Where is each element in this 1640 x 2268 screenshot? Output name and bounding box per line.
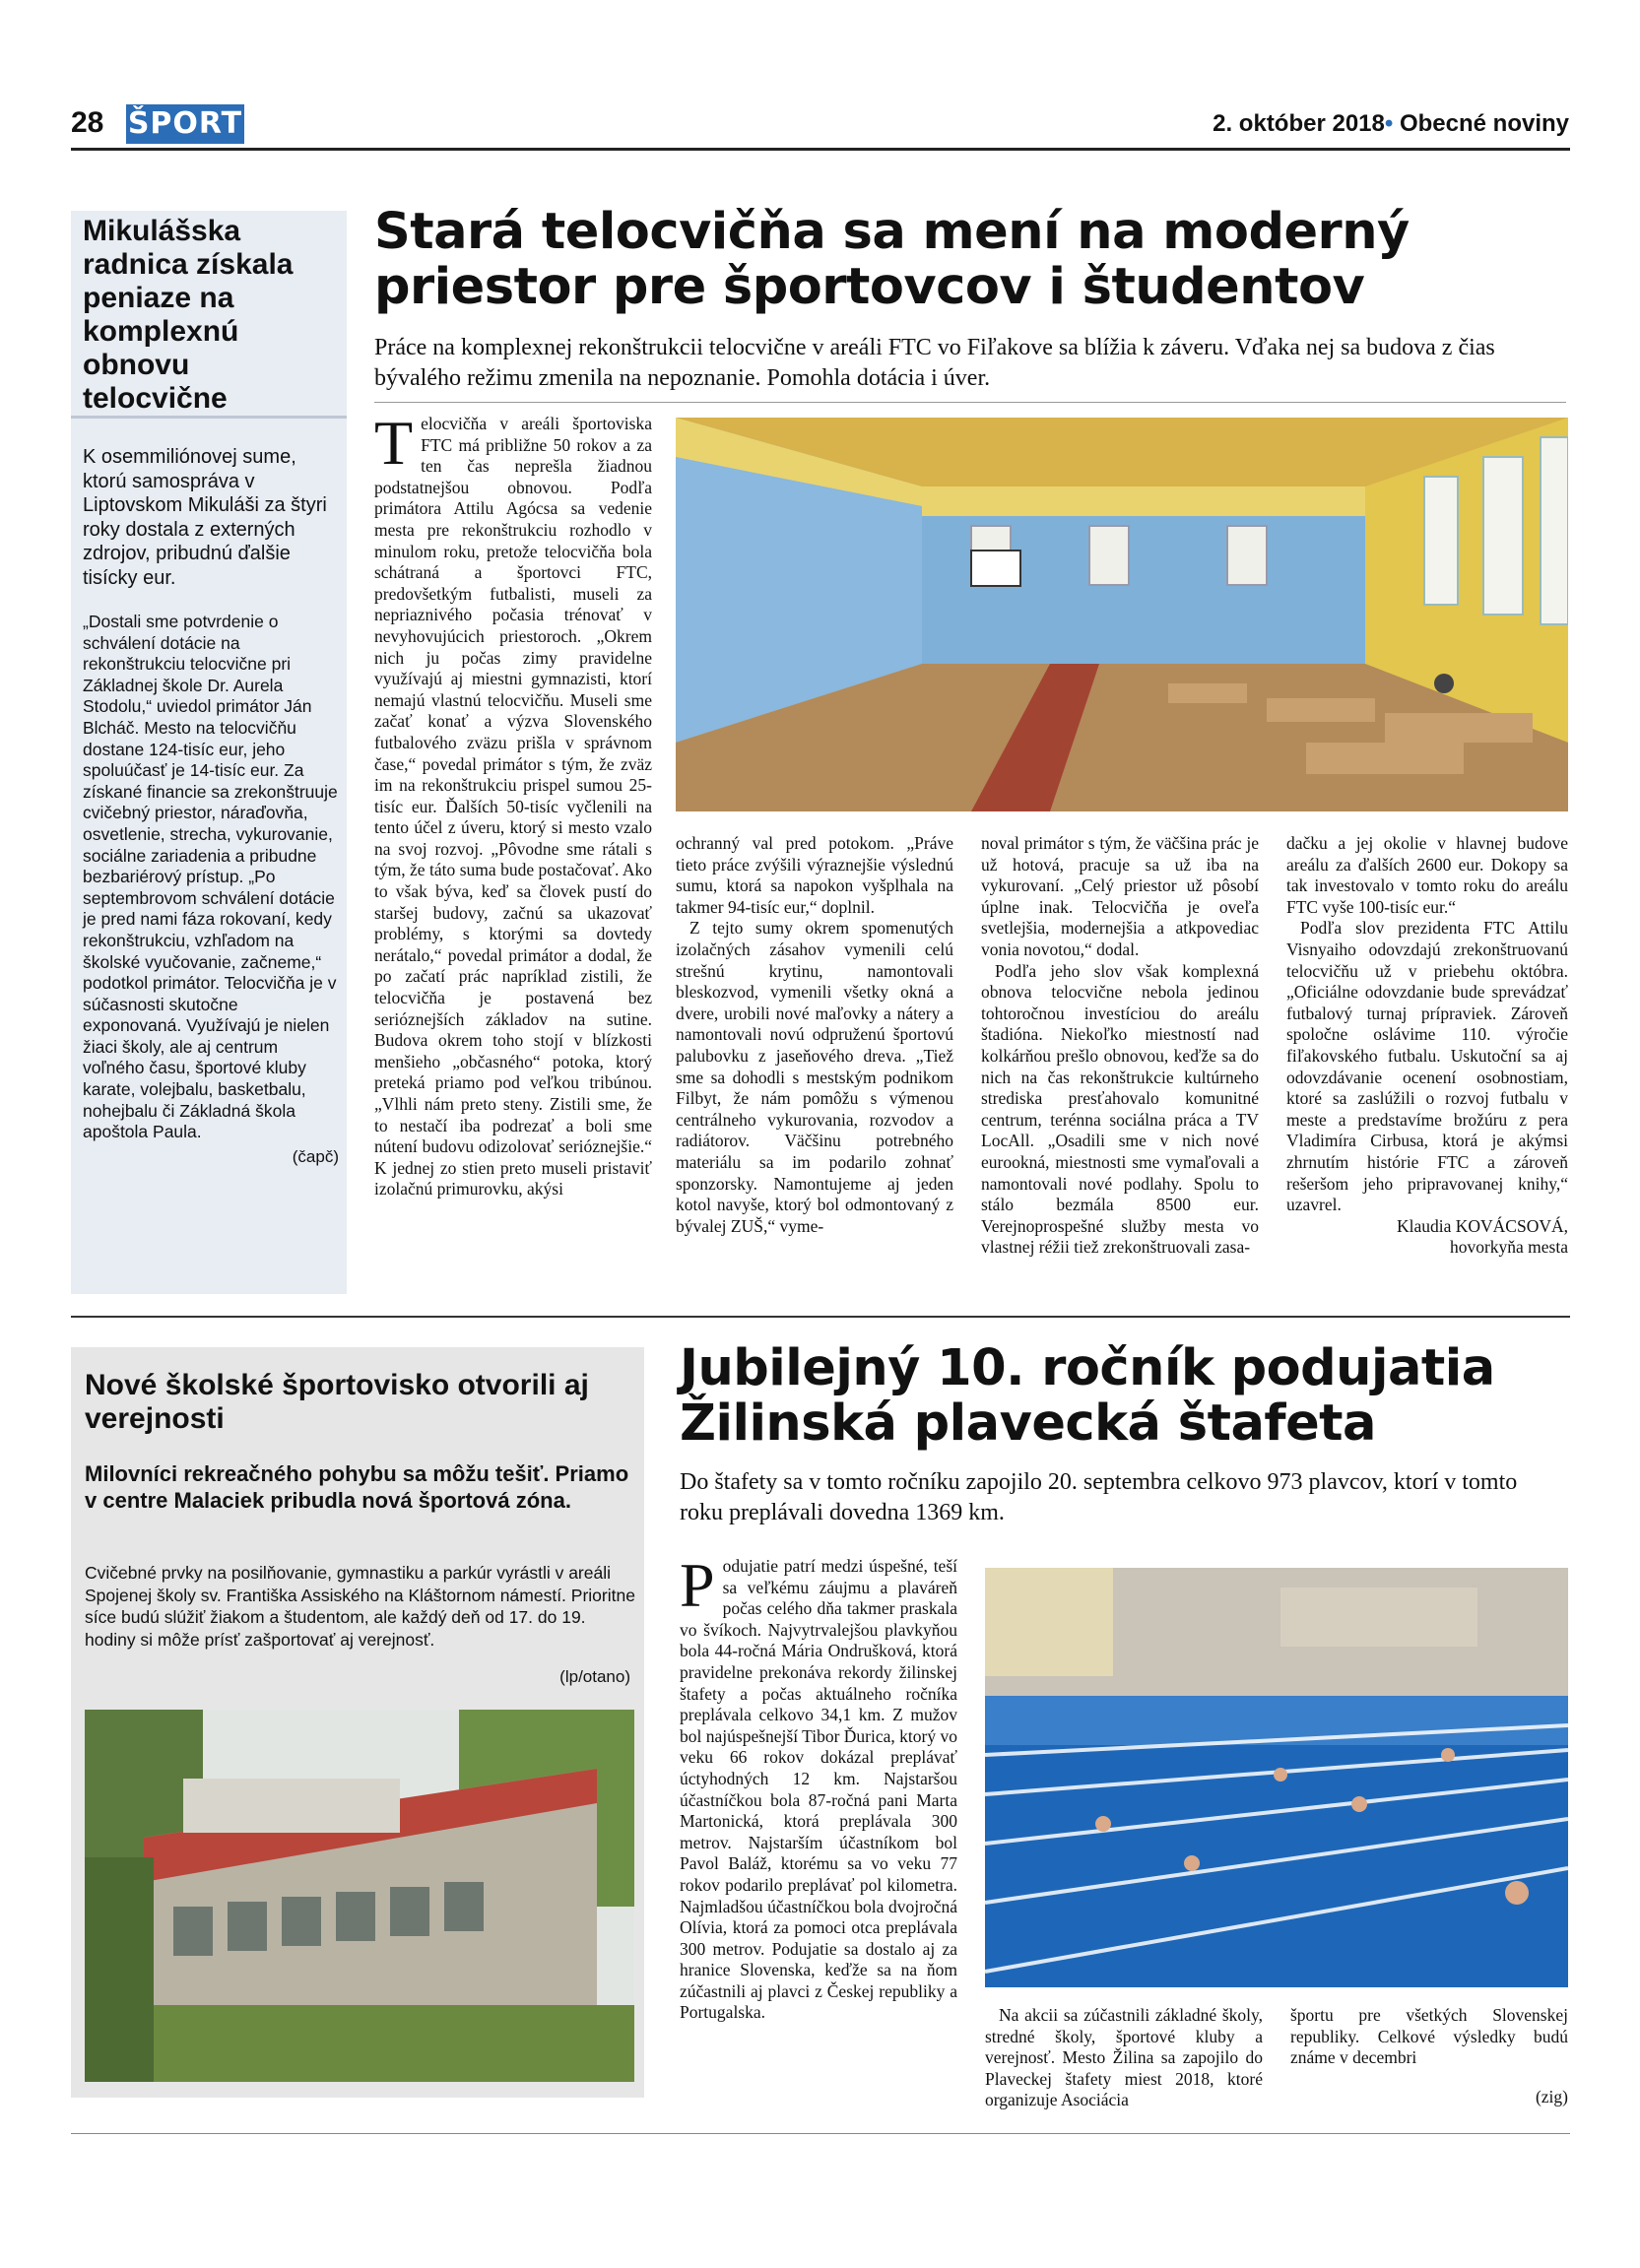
sidebar-box-1 [71, 211, 347, 1294]
issue-date: 2. október 2018 [1213, 110, 1385, 137]
school-building-photo [85, 1710, 634, 2082]
article-1-column-3 [981, 833, 1259, 1259]
article-1-column-1 [374, 414, 652, 1290]
article-1-col4-para-2: Podľa slov prezidenta FTC Attilu Visnyaiho odovzdajú zrekonštruovanú telocvičňu už v priebehu októbra. „Oficiálne odovzdanie bude sprevádzať futbalový turnaj prípraviek. Zároveň spoločne oslávime 110. výročie fiľakovského futbalu. Uskutoční sa aj odovzdávanie ocenení osobnostiam, ktoré sa zaslúžili o rozvoj futbalu v meste a predstavíme brožúru z pera Vladimíra Cirbusa, ktorá je akýmsi zhrnutím histórie FTC a zároveň rešeršom jeho pripravovanej knihy,“ uzavrel. [1286, 918, 1568, 1215]
sidebar-1-content [83, 211, 339, 1167]
article-1-col1-text: elocvičňa v areáli športoviska FTC má približne 50 rokov a za ten čas neprešla žiadnou podstatnejšou obnovou. Podľa primátora Attilu Agócsa sa vedenie mesta pre rekonštrukciu rozhodlo v minulom roku, pretože telocvičňa bola schátraná a športovci FTC, predovšetkým futbalisti, museli za nepriaznivého počasia trénovať v nevyhovujúcich priestoroch. „Okrem nich ju počas zimy pravidelne využívajú aj miestni gymnazisti, ktorí nemajú vlastnú telocvičňu. Museli sme začať konať a výzva Slovenského futbalového zväzu prišla v správnom čase,“ povedal primátor s tým, že zväz im na rekonštrukciu prispel sumou 25-tisíc eur. Ďalších 50-tisíc vyčlenili na tento účel z úveru, ktorý si mesto vzalo na svoj rozvoj. „Pôvodne sme rátali s tým, že táto suma bude postačovať. Ako to však býva, keď sa človek pustí do staršej budovy, začnú sa ukazovať problémy, s ktorými sa dovtedy nerátalo,“ povedal primátor a dodal, že po začatí prác napríklad zistili, že telocvičňa je postavená bez serióznejších základov na sutine. Budova okrem toho stojí v blízkosti menšieho „občasného“ potoka, ktorý preteká priamo pod veľkou tribúnou. „Vlhli nám preto steny. Zistili sme, že to nestačí iba podrezať a boli sme nútení budovu odizolovať serióznejšie.“ K jednej zo stien preto museli pristaviť izolačnú primurovku, akýsi [374, 414, 652, 1199]
article-2-dropcap: P [680, 1556, 715, 1620]
footer-rule [71, 2133, 1570, 2134]
separator-dot: • [1384, 110, 1394, 137]
article-1-col2-para-2: Z tejto sumy okrem spomenutých izolačných zásahov vymenili celú strešnú krytinu, namontovali bleskozvod, vymenili všetky okná a dvere, urobili nové maľovky a nátery a namontovali novú odpruženú športovú palubovku z jaseňového dreva. „Tiež sme sa dohodli s mestským podnikom Filbyt, že nám pomôžu s výmenou centrálneho vykurovania, rozvodov a radiátorov. Väčšinu potrebného materiálu sa im podarilo zohnať sponzorsky. Namontujeme aj jeden kotol navyše, ktorý bol odmontovaný z bývalej ZUŠ,“ vyme- [676, 918, 953, 1236]
article-1-column-2 [676, 833, 953, 1237]
article-1-dropcap: T [374, 414, 414, 478]
gym-interior-photo [676, 418, 1568, 811]
article-1-col3-para-2: Podľa jeho slov však komplexná obnova telocvične nebola jedinou tohtoročnou investíciou do areálu štadióna. Niekoľko miestností nad kolkárňou prešlo obnovou, keďže sa do nich na čas rekonštrukcie kultúrneho strediska presťahovalo komunitné centrum, terénna sociálna práca a TV LocAll. „Osadili sme v nich nové eurookná, miestnosti sme vymaľovali a namontovali nové podlahy. Spolu to stálo bezmála 8500 eur. Verejnoprospešné služby mesta vo vlastnej réžii tiež zrekonštruovali zasa- [981, 960, 1259, 1258]
article-2-signature: (zig) [1535, 2086, 1568, 2106]
article-2-col3-text: športu pre všetkých Slovenskej republiky. Celkové výsledky budú známe v decembri [1290, 2005, 1568, 2068]
sidebar-1-divider [71, 416, 347, 419]
sidebar-2-lead: Milovníci rekreačného pohybu sa môžu tešiť. Priamo v centre Malaciek pribudla nová športová zóna. [85, 1461, 629, 1513]
school-photo-svg [85, 1710, 634, 2082]
article-1-author-role: hovorkyňa mesta [1449, 1237, 1568, 1258]
section-logo: ŠPORT [126, 104, 244, 144]
sidebar-1-lead: K osemmiliónovej sume, ktorú samospráva v Liptovskom Mikuláši za štyri roky dostala z externých zdrojov, pribudnú ďalšie tisícky eur. [83, 446, 327, 589]
publication-name: Obecné noviny [1399, 110, 1569, 137]
article-1-deck: Práce na komplexnej rekonštrukcii telocvične v areáli FTC vo Fiľakove sa blížia k záveru. Vďaka nej sa budova z čias bývalého režimu zmenila na nepoznanie. Pomohla dotácia i úver. [374, 335, 1495, 391]
article-2-column-1 [680, 1556, 957, 2107]
section-divider [71, 1316, 1570, 1318]
header-rule [71, 148, 1570, 151]
article-1-headline: Stará telocvičňa sa mení na moderný priestor pre športovcov i študentov [374, 203, 1410, 316]
masthead-info [1213, 110, 1569, 138]
sidebar-1-body: „Dostali sme potvrdenie o schválení dotácie na rekonštrukciu telocvične pri Základnej škole Dr. Aurela Stodolu,“ uviedol primátor Ján Blcháč. Mesto na telocvičňu dostane 124-tisíc eur, jeho spoluúčasť je 14-tisíc eur. Za získané financie sa zrekonštruuje cvičebný priestor, náraďovňa, osvetlenie, strecha, vykurovanie, sociálne zariadenia a pribudne bezbariérový prístup. „Po septembrovom schválení dotácie je pred nami fáza rokovaní, kedy rekonštrukciu, vzhľadom na školské vyučovanie, začneme,“ podotkol primátor. Telocvičňa je v súčasnosti skutočne exponovaná. Využívajú je nielen žiaci školy, ale aj centrum voľného času, športové kluby karate, volejbalu, basketbalu, nohejbalu či Základná škola apoštola Paula. [83, 612, 338, 1142]
sidebar-1-signature: (čapč) [292, 1146, 339, 1166]
sidebar-2-signature: (lp/otano) [559, 1667, 630, 1686]
article-1-column-4 [1286, 833, 1568, 1259]
sidebar-2-title: Nové školské športovisko otvorili aj verejnosti [85, 1369, 589, 1435]
article-1-col2-para-1: ochranný val pred potokom. „Práve tieto práce zvýšili výraznejšie výslednú sumu, ktorá sa napokon vyšplhala na takmer 94-tisíc eur,“ doplnil. [676, 833, 953, 917]
article-1-col4-para-1: dačku a jej okolie v hlavnej budove areálu za ďalších 2600 eur. Dokopy sa tak investovalo v tomto roku do areálu FTC vyše 100-tisíc eur.“ [1286, 833, 1568, 917]
article-2-deck: Do štafety sa v tomto ročníku zapojilo 20. septembra celkovo 973 plavcov, ktorí v tomto roku preplávali dovedna 1369 km. [680, 1469, 1518, 1525]
sidebar-2-body: Cvičebné prvky na posilňovanie, gymnastiku a parkúr vyrástli v areáli Spojenej školy sv. Františka Assiského na Kláštornom námestí. Prioritne síce budú slúžiť žiakom a študentom, ale každý deň od 17. do 19. hodiny si môže prísť zašportovať aj verejnosť. [85, 1563, 635, 1650]
article-2-col2-text: Na akcii sa zúčastnili základné školy, stredné školy, športové kluby a verejnosť. Mesto Žilina sa zapojilo do Plaveckej štafety miest 2018, ktoré organizuje Asociácia [985, 2005, 1263, 2110]
pool-photo-svg [985, 1568, 1568, 1987]
article-2-col1-text: odujatie patrí medzi úspešné, teší sa veľkému záujmu a plaváreň počas celého dňa takmer praskala vo švíkoch. Najvytrvalejšou plavkyňou bola 44-ročná Mária Ondrušková, ktorá pravidelne prekonáva rekordy žilinskej štafety a počas aktuálneho ročníka preplávala celkovo 34,1 km. Z mužov bol najúspešnejší Tibor Ďurica, ktorý vo veku 66 rokov dokázal preplávať úctyhodných 12 km. Najstaršou účastníčkou bola 87-ročná pani Marta Martonická, ktorá preplávala 300 metrov. Najstarším účastníkom bol Pavol Baláž, ktorému sa vo veku 77 rokov podarilo preplávať pol kilometra. Najmladšou účastníčkou bola dvojročná Olívia, ktorá za pomoci otca preplávala 300 metrov. Podujatie sa dostalo aj za hranice Slovenska, keďže sa na ňom zúčastnili aj plavci z Českej republiky a Portugalska. [680, 1556, 957, 2023]
article-2-headline: Jubilejný 10. ročník podujatia Žilinská plavecká štafeta [680, 1339, 1495, 1453]
article-2-column-3 [1290, 2005, 1568, 2107]
page-number: 28 [71, 106, 104, 139]
sidebar-1-title: Mikulášska radnica získala peniaze na komplexnú obnovu telocvične [83, 215, 294, 415]
swimming-pool-photo [985, 1568, 1568, 1987]
gym-photo-svg [676, 418, 1568, 811]
sidebar-box-2 [71, 1347, 644, 2098]
article-1-col3-para-1: noval primátor s tým, že väčšina prác je už hotová, pracuje sa už iba na vykurovaní. „Celý priestor už pôsobí úplne inak. Telocvičňa je oveľa svetlejšia, modernejšia a atkpovediac vonia novotou,“ dodal. [981, 833, 1259, 959]
article-1-author: Klaudia KOVÁCSOVÁ, [1396, 1215, 1568, 1236]
article-2-column-2 [985, 2005, 1263, 2111]
article-1-deck-rule [374, 402, 1566, 403]
